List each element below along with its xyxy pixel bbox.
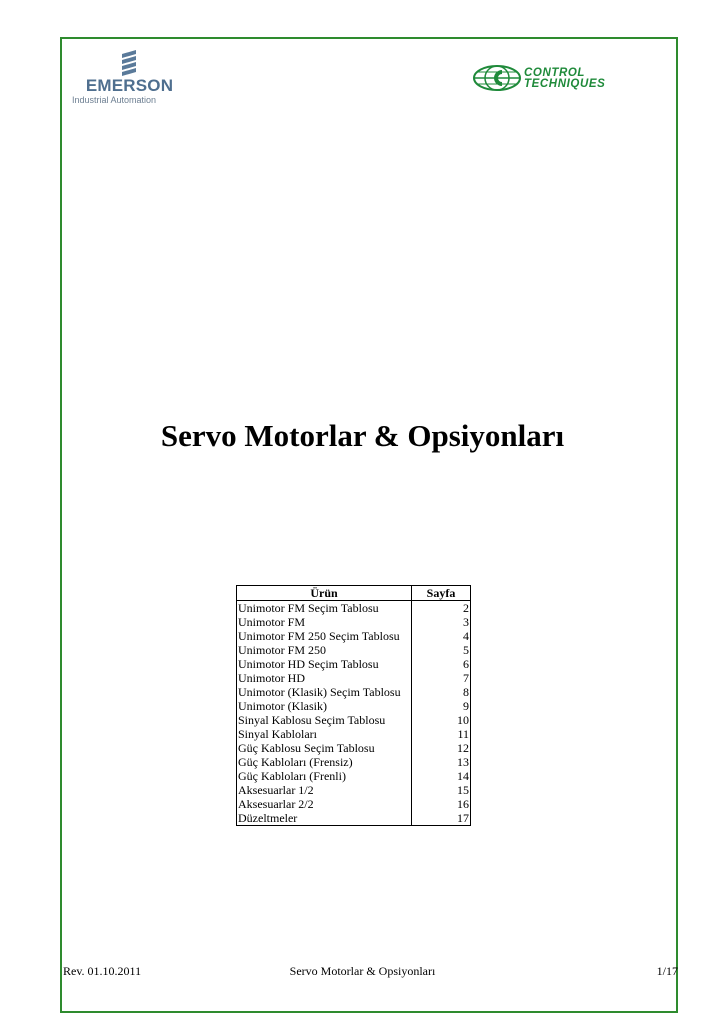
row-product-name: Güç Kabloları (Frensiz) [237,755,412,769]
emerson-subtitle: Industrial Automation [72,95,157,105]
footer-title: Servo Motorlar & Opsiyonları [289,964,436,978]
table-row [237,783,471,797]
row-page-number: 10 [412,713,471,727]
row-page-number: 17 [412,811,471,826]
row-product-name: Unimotor FM 250 Seçim Tablosu [237,629,412,643]
table-row [237,615,471,629]
table-row [237,741,471,755]
table-row [237,755,471,769]
emerson-wordmark: EMERSON [85,76,174,95]
row-product-name: Unimotor HD Seçim Tablosu [237,657,412,671]
row-page-number: 2 [412,601,471,616]
row-product-name: Güç Kabloları (Frenli) [237,769,412,783]
table-row [237,713,471,727]
footer-revision: Rev. 01.10.2011 [63,964,142,978]
row-product-name: Unimotor FM Seçim Tablosu [237,601,412,616]
row-page-number: 7 [412,671,471,685]
row-page-number: 4 [412,629,471,643]
row-page-number: 14 [412,769,471,783]
table-row [237,685,471,699]
row-page-number: 5 [412,643,471,657]
table-row [237,657,471,671]
row-product-name: Aksesuarlar 2/2 [237,797,412,811]
ct-wordmark-line2: TECHNIQUES [524,78,606,90]
row-product-name: Güç Kablosu Seçim Tablosu [237,741,412,755]
globe-icon [472,64,522,92]
table-row [237,811,471,826]
emerson-logo [72,48,187,108]
column-header-page: Sayfa [412,586,471,601]
table-row [237,699,471,713]
ct-wordmark-line1: CONTROL [524,67,586,79]
table-row [237,643,471,657]
row-product-name: Sinyal Kablosu Seçim Tablosu [237,713,412,727]
row-page-number: 8 [412,685,471,699]
row-page-number: 15 [412,783,471,797]
table-row [237,671,471,685]
table-row [237,601,471,616]
contents-table [236,585,471,826]
table-row [237,629,471,643]
row-page-number: 12 [412,741,471,755]
row-product-name: Unimotor (Klasik) [237,699,412,713]
row-product-name: Düzeltmeler [237,811,412,826]
row-page-number: 11 [412,727,471,741]
row-product-name: Unimotor FM [237,615,412,629]
row-product-name: Unimotor FM 250 [237,643,412,657]
row-product-name: Sinyal Kabloları [237,727,412,741]
page-title: Servo Motorlar & Opsiyonları [160,418,565,453]
table-row [237,727,471,741]
row-page-number: 3 [412,615,471,629]
row-product-name: Unimotor HD [237,671,412,685]
table-header-row [237,586,471,601]
row-page-number: 16 [412,797,471,811]
footer-page-number: 1/17 [656,964,678,978]
page-frame [60,37,678,1013]
table-row [237,797,471,811]
row-product-name: Aksesuarlar 1/2 [237,783,412,797]
emerson-mark-icon [114,48,144,78]
control-techniques-logo [472,64,637,94]
row-page-number: 9 [412,699,471,713]
row-product-name: Unimotor (Klasik) Seçim Tablosu [237,685,412,699]
table-row [237,769,471,783]
column-header-product: Ürün [237,586,412,601]
row-page-number: 13 [412,755,471,769]
row-page-number: 6 [412,657,471,671]
